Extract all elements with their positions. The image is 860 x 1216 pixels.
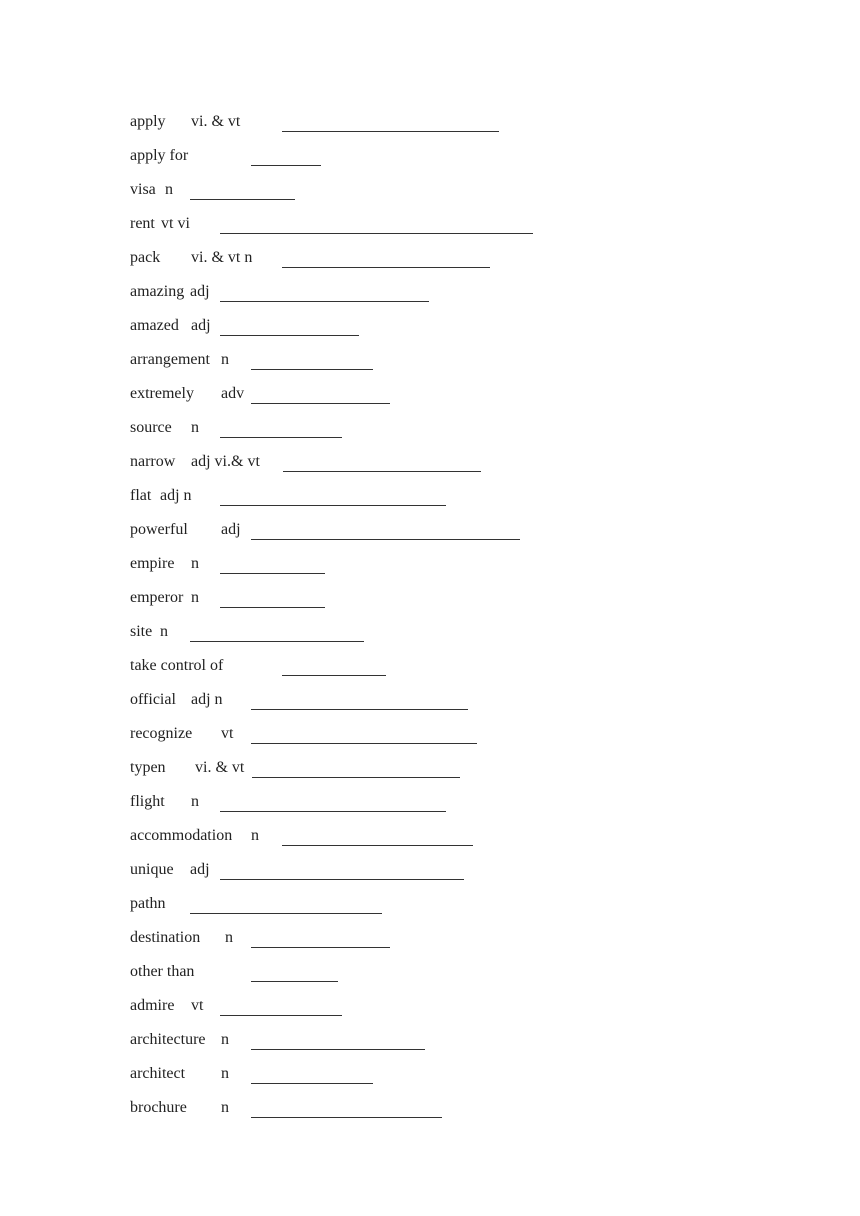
answer-blank[interactable] <box>220 505 446 506</box>
vocab-word: brochure <box>130 1099 187 1116</box>
answer-blank[interactable] <box>220 607 325 608</box>
vocab-word: typen <box>130 759 166 776</box>
answer-blank[interactable] <box>251 539 520 540</box>
answer-blank[interactable] <box>251 709 468 710</box>
vocab-pos: vi. & vt n <box>191 249 253 266</box>
vocab-pos: vi. & vt <box>195 759 245 776</box>
vocab-word: extremely <box>130 385 194 402</box>
vocab-word: architect <box>130 1065 186 1082</box>
vocab-word: apply <box>130 113 166 130</box>
vocab-pos: n <box>165 181 173 198</box>
vocab-word: site <box>130 623 153 640</box>
vocab-word: official <box>130 691 176 708</box>
vocab-pos: vi. & vt <box>191 113 241 130</box>
answer-blank[interactable] <box>220 301 429 302</box>
vocab-word: destination <box>130 929 201 946</box>
vocab-row <box>130 282 730 304</box>
vocab-word: flight <box>130 793 165 810</box>
vocab-row <box>130 554 730 576</box>
answer-blank[interactable] <box>251 1117 442 1118</box>
vocab-row <box>130 826 730 848</box>
vocab-word: amazed <box>130 317 179 334</box>
vocab-pos: n <box>191 793 199 810</box>
answer-blank[interactable] <box>220 573 325 574</box>
vocab-pos: n <box>221 351 229 368</box>
vocab-pos: vt <box>191 997 204 1014</box>
vocab-row <box>130 452 730 474</box>
answer-blank[interactable] <box>190 641 364 642</box>
vocab-row <box>130 214 730 236</box>
vocab-word: pack <box>130 249 161 266</box>
answer-blank[interactable] <box>220 879 464 880</box>
answer-blank[interactable] <box>251 1083 373 1084</box>
vocab-pos: adj n <box>160 487 192 504</box>
vocab-word: admire <box>130 997 175 1014</box>
vocab-word: amazing <box>130 283 185 300</box>
answer-blank[interactable] <box>220 437 342 438</box>
answer-blank[interactable] <box>282 845 473 846</box>
vocab-word: recognize <box>130 725 193 742</box>
answer-blank[interactable] <box>220 233 533 234</box>
vocab-pos: n <box>160 623 168 640</box>
vocab-row <box>130 384 730 406</box>
vocab-row <box>130 690 730 712</box>
vocab-row <box>130 180 730 202</box>
answer-blank[interactable] <box>251 369 373 370</box>
answer-blank[interactable] <box>190 913 382 914</box>
answer-blank[interactable] <box>283 471 481 472</box>
vocab-word: unique <box>130 861 174 878</box>
vocab-pos: adj <box>191 317 211 334</box>
vocab-row <box>130 588 730 610</box>
vocab-row <box>130 520 730 542</box>
vocab-word: visa <box>130 181 156 198</box>
vocab-row <box>130 894 730 916</box>
vocab-pos: vt vi <box>161 215 190 232</box>
vocab-row <box>130 1064 730 1086</box>
answer-blank[interactable] <box>220 335 359 336</box>
vocab-row <box>130 1030 730 1052</box>
vocab-pos: adj vi.& vt <box>191 453 260 470</box>
vocab-row <box>130 418 730 440</box>
answer-blank[interactable] <box>251 403 390 404</box>
vocab-row <box>130 656 730 678</box>
vocab-pos: adj <box>221 521 241 538</box>
vocab-word: emperor <box>130 589 184 606</box>
vocab-word: other than <box>130 963 195 980</box>
vocab-row <box>130 1098 730 1120</box>
vocab-word: flat <box>130 487 152 504</box>
vocab-row <box>130 758 730 780</box>
vocab-pos: adj n <box>191 691 223 708</box>
vocab-row <box>130 486 730 508</box>
answer-blank[interactable] <box>251 947 390 948</box>
answer-blank[interactable] <box>282 675 386 676</box>
vocab-pos: adv <box>221 385 245 402</box>
vocab-pos: adj <box>190 283 210 300</box>
answer-blank[interactable] <box>251 743 477 744</box>
vocab-word: narrow <box>130 453 176 470</box>
answer-blank[interactable] <box>251 165 321 166</box>
vocab-pos: n <box>191 589 199 606</box>
vocab-word: apply for <box>130 147 189 164</box>
vocab-pos: n <box>221 1031 229 1048</box>
vocab-word: empire <box>130 555 175 572</box>
vocab-pos: n <box>251 827 259 844</box>
vocab-word: take control of <box>130 657 224 674</box>
answer-blank[interactable] <box>220 811 446 812</box>
vocab-pos: n <box>191 419 199 436</box>
vocab-row <box>130 248 730 270</box>
answer-blank[interactable] <box>252 777 460 778</box>
vocab-word: accommodation <box>130 827 233 844</box>
answer-blank[interactable] <box>282 131 499 132</box>
vocab-pos: adj <box>190 861 210 878</box>
vocab-row <box>130 996 730 1018</box>
vocab-pos: n <box>221 1065 229 1082</box>
vocab-row <box>130 860 730 882</box>
vocab-word: arrangement <box>130 351 210 368</box>
vocab-row <box>130 112 730 134</box>
vocab-row <box>130 350 730 372</box>
vocab-word: powerful <box>130 521 188 538</box>
answer-blank[interactable] <box>190 199 295 200</box>
vocab-word: source <box>130 419 172 436</box>
vocab-word: rent <box>130 215 155 232</box>
vocab-pos: vt <box>221 725 234 742</box>
answer-blank[interactable] <box>220 1015 342 1016</box>
vocab-row <box>130 792 730 814</box>
vocab-pos: n <box>191 555 199 572</box>
vocab-row <box>130 962 730 984</box>
vocab-word: pathn <box>130 895 166 912</box>
vocab-row <box>130 928 730 950</box>
answer-blank[interactable] <box>251 1049 425 1050</box>
vocab-row <box>130 622 730 644</box>
vocab-pos: n <box>221 1099 229 1116</box>
answer-blank[interactable] <box>251 981 338 982</box>
answer-blank[interactable] <box>282 267 490 268</box>
vocab-word: architecture <box>130 1031 206 1048</box>
vocab-row <box>130 724 730 746</box>
vocab-pos: n <box>225 929 233 946</box>
vocab-row <box>130 146 730 168</box>
vocab-row <box>130 316 730 338</box>
